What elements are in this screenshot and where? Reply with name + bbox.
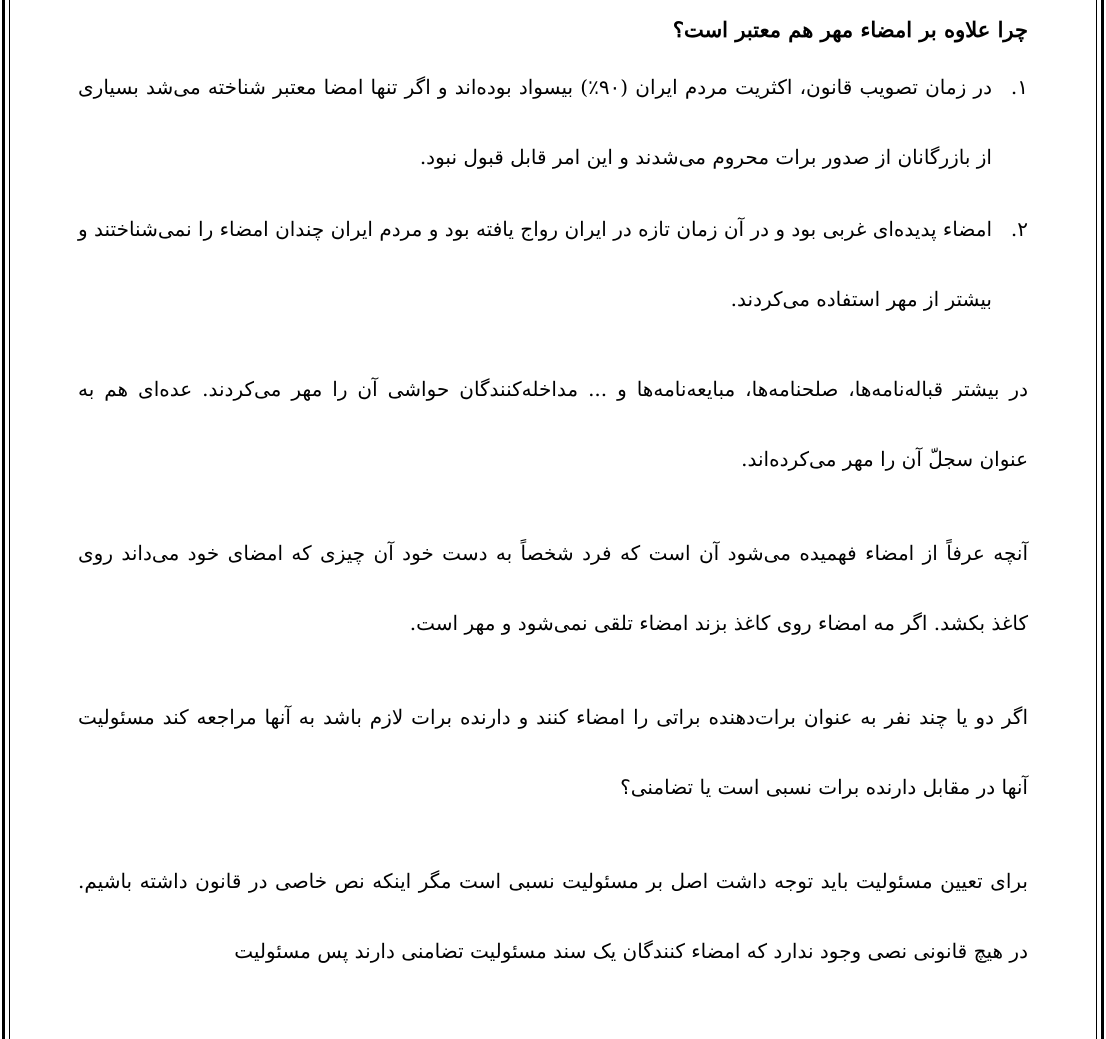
list-item-number: ۱. bbox=[1010, 75, 1028, 99]
paragraph-signature-definition: آنچه عرفاً از امضاء فهمیده می‌شود آن است که فرد شخصاً به دست خود آن چیزی که امضای خود می‌داند روی کاغذ بکشد. اگر مه امضاء روی کاغذ بزند امضاء تلقی نمی‌شود و مهر است. bbox=[78, 541, 1028, 635]
list-item bbox=[78, 194, 1028, 334]
document-body bbox=[78, 0, 1028, 986]
list-item-number: ۲. bbox=[1010, 217, 1028, 241]
page-border-right-inner bbox=[1096, 0, 1097, 1039]
page-border-right-outer bbox=[1101, 0, 1104, 1039]
list-item-text: امضاء پدیده‌ای غربی بود و در آن زمان تازه در ایران رواج یافته بود و مردم ایران چندان امضاء را نمی‌شناختند و بیشتر از مهر استفاده می‌کردند. bbox=[78, 217, 992, 311]
reasons-list bbox=[78, 52, 1028, 334]
paragraph-liability-question: اگر دو یا چند نفر به عنوان برات‌دهنده براتی را امضاء کنند و دارنده برات لازم باشد به آنها مراجعه کند مسئولیت آنها در مقابل دارنده برات نسبی است یا تضامنی؟ bbox=[78, 705, 1028, 799]
paragraph-seals-in-deeds: در بیشتر قباله‌نامه‌ها، صلحنامه‌ها، مبایعه‌نامه‌ها و ... مداخله‌کنندگان حواشی آن را مهر می‌کردند. عده‌ای هم به عنوان سجلّ آن را مهر می‌کرده‌اند. bbox=[78, 377, 1028, 471]
page-border-left-outer bbox=[2, 0, 5, 1039]
page-border-left-inner bbox=[9, 0, 10, 1039]
list-item-text: در زمان تصویب قانون، اکثریت مردم ایران (۹۰٪) بیسواد بوده‌اند و اگر تنها امضا معتبر شناخته می‌شد بسیاری از بازرگانان از صدور برات محروم می‌شدند و این امر قابل قبول نبود. bbox=[78, 75, 992, 169]
section-heading: چرا علاوه بر امضاء مهر هم معتبر است؟ bbox=[672, 17, 1028, 42]
list-item bbox=[78, 52, 1028, 192]
paragraph-liability-answer: برای تعیین مسئولیت باید توجه داشت اصل بر مسئولیت نسبی است مگر اینکه نص خاصی در قانون داشته باشیم. در هیچ قانونی نصی وجود ندارد که امضاء کنندگان یک سند مسئولیت تضامنی دارند پس مسئولیت bbox=[78, 869, 1028, 963]
